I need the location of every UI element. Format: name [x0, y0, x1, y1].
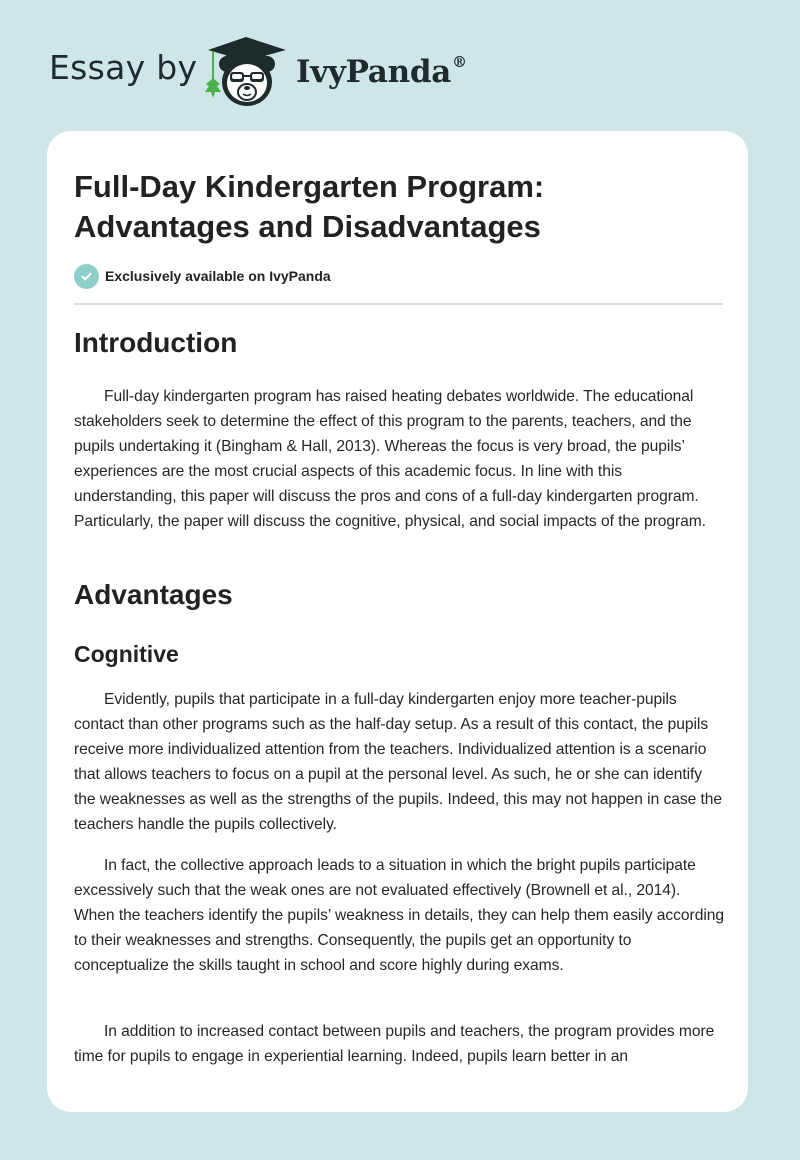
paragraph: Full-day kindergarten program has raised heating debates worldwide. The educational stakeholders seek to determine the effect of this program to the parents, teachers, and the pupils undertaking it (Bingham & Hall, 2013). Whereas the focus is very broad, the pupils’ experiences are the most crucial aspects of this academic focus. In line with this understanding, this paper will discuss the pros and cons of a full-day kindergarten program. Particularly, the paper will discuss the cognitive, physical, and social impacts of the program.: [74, 388, 706, 530]
exclusive-badge: [74, 263, 331, 289]
paragraph: In fact, the collective approach leads to a situation in which the bright pupils participate excessively such that the weak ones are not evaluated effectively (Brownell et al., 2014). When the teachers identify the pupils’ weakness in details, they can help them easily according to their weaknesses and strengths. Consequently, the pupils get an opportunity to conceptualize the skills taught in school and score highly during exams.: [74, 857, 724, 974]
page-title: Full-Day Kindergarten Program: Advantages and Disadvantages: [74, 169, 545, 244]
check-circle-icon: [74, 264, 99, 289]
section-heading-introduction: Introduction: [74, 327, 238, 358]
paragraph: Evidently, pupils that participate in a full-day kindergarten enjoy more teacher-pupils contact than other programs such as the half-day setup. As a result of this contact, the pupils receive more individualized attention from the teachers. Individualized attention is a scenario that allows teachers to focus on a pupil at the personal level. As such, he or she can identify the weaknesses as well as the strengths of the pupils. Indeed, this may not happen in case the teachers handle the pupils collectively.: [74, 691, 723, 833]
exclusive-text: Exclusively available on IvyPanda: [105, 268, 331, 284]
site-header: [0, 0, 800, 130]
panda-graduate-icon[interactable]: [200, 34, 292, 108]
subsection-heading-cognitive: Cognitive: [74, 641, 179, 667]
brand-name[interactable]: [296, 54, 467, 90]
registered-mark: ®: [452, 52, 467, 71]
divider: [74, 303, 723, 305]
essay-by-label: Essay by: [49, 48, 198, 87]
brand-text: IvyPanda: [296, 54, 451, 90]
section-heading-advantages: Advantages: [74, 579, 233, 610]
article-card: [47, 131, 748, 1112]
paragraph: In addition to increased contact between pupils and teachers, the program provides more time for pupils to engage in experiential learning. Indeed, pupils learn better in an: [74, 1023, 715, 1065]
